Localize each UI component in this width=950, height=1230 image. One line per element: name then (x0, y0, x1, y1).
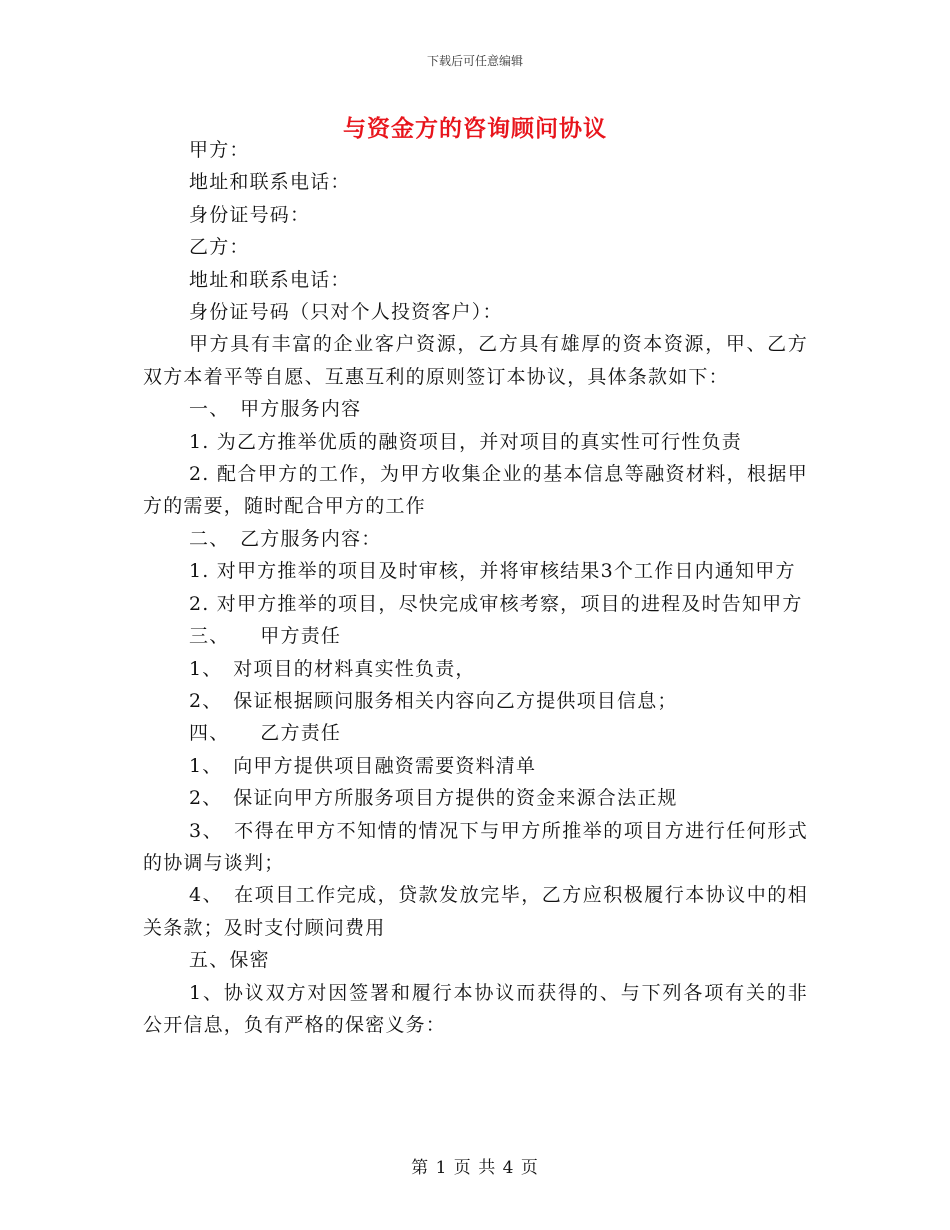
section-heading-2: 二、 乙方服务内容： (189, 527, 382, 550)
section-heading-1: 一、 甲方服务内容 (189, 398, 362, 421)
party-a-line: 甲方： (189, 139, 250, 161)
party-a-address-line: 地址和联系电话： (189, 171, 351, 194)
party-b-line: 乙方： (189, 236, 250, 259)
section-heading-4: 四、 乙方责任 (189, 722, 342, 745)
clause-4-2: 2、 保证向甲方所服务项目方提供的资金来源合法正规 (189, 787, 678, 810)
preamble-paragraph: 甲方具有丰富的企业客户资源，乙方具有雄厚的资本资源，甲、乙方双方本着平等自愿、互惠互利的原则签订本协议，具体条款如下： (143, 333, 808, 388)
clause-5-1: 1、协议双方对因签署和履行本协议而获得的、与下列各项有关的非公开信息，负有严格的保密义务： (143, 981, 808, 1036)
clause-2-2: 2. 对甲方推举的项目，尽快完成审核考察，项目的进程及时告知甲方 (189, 592, 803, 615)
clause-1-1: 1. 为乙方推举优质的融资项目，并对项目的真实性可行性负责 (189, 430, 742, 453)
document-body (143, 134, 808, 1041)
party-a-id-line: 身份证号码： (189, 203, 311, 226)
clause-3-1: 1、 对项目的材料真实性负责， (189, 657, 476, 680)
clause-4-3: 3、 不得在甲方不知情的情况下与甲方所推举的项目方进行任何形式的协调与谈判； (143, 819, 808, 874)
clause-2-1: 1. 对甲方推举的项目及时审核，并将审核结果3个工作日内通知甲方 (189, 560, 796, 583)
section-heading-5: 五、保密 (189, 949, 270, 972)
clause-1-2: 2. 配合甲方的工作，为甲方收集企业的基本信息等融资材料，根据甲方的需要，随时配合甲方的工作 (143, 463, 808, 518)
document-title: 与资金方的咨询顾问协议 (343, 115, 607, 142)
clause-3-2: 2、 保证根据顾问服务相关内容向乙方提供项目信息； (189, 689, 678, 712)
header-note: 下载后可任意编辑 (426, 54, 523, 68)
party-b-address-line: 地址和联系电话： (189, 268, 351, 291)
clause-4-1: 1、 向甲方提供项目融资需要资料清单 (189, 754, 537, 777)
party-b-id-line: 身份证号码（只对个人投资客户）： (189, 301, 503, 324)
page-number-footer: 第 1 页 共 4 页 (411, 1158, 539, 1178)
clause-4-4: 4、 在项目工作完成，贷款发放完毕，乙方应积极履行本协议中的相关条款；及时支付顾问费用 (143, 884, 808, 939)
section-heading-3: 三、 甲方责任 (189, 625, 342, 648)
